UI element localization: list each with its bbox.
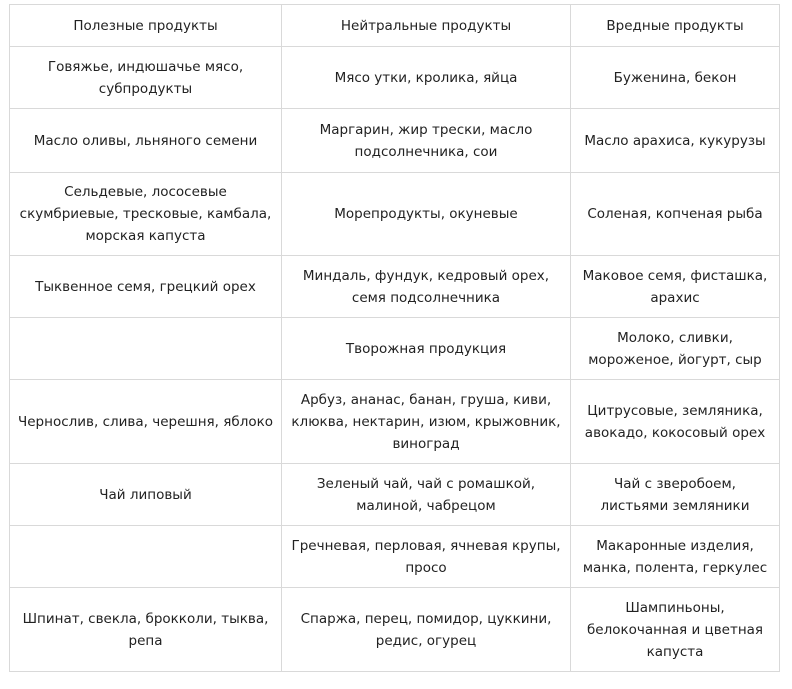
table-row	[10, 526, 780, 588]
table-cell-harmful: Цитрусовые, земляника, авокадо, кокосовый орех	[571, 380, 780, 464]
table-cell-harmful: Макаронные изделия, манка, полента, геркулес	[571, 526, 780, 588]
table-cell-harmful: Буженина, бекон	[571, 47, 780, 109]
table-cell-neutral: Маргарин, жир трески, масло подсолнечника, сои	[282, 109, 571, 173]
table-cell-neutral: Гречневая, перловая, ячневая крупы, просо	[282, 526, 571, 588]
food-table-container	[9, 4, 779, 672]
table-cell-neutral: Морепродукты, окуневые	[282, 173, 571, 256]
table-row	[10, 256, 780, 318]
table-row	[10, 109, 780, 173]
table-cell-healthy: Чернослив, слива, черешня, яблоко	[10, 380, 282, 464]
table-row	[10, 47, 780, 109]
table-cell-neutral: Творожная продукция	[282, 318, 571, 380]
table-cell-harmful: Молоко, сливки, мороженое, йогурт, сыр	[571, 318, 780, 380]
table-cell-harmful: Шампиньоны, белокочанная и цветная капуста	[571, 588, 780, 672]
table-row	[10, 464, 780, 526]
table-cell-healthy	[10, 318, 282, 380]
table-row	[10, 173, 780, 256]
table-cell-neutral: Миндаль, фундук, кедровый орех, семя подсолнечника	[282, 256, 571, 318]
table-row	[10, 380, 780, 464]
table-cell-harmful: Чай с зверобоем, листьями земляники	[571, 464, 780, 526]
table-cell-neutral: Мясо утки, кролика, яйца	[282, 47, 571, 109]
table-cell-harmful: Маковое семя, фисташка, арахис	[571, 256, 780, 318]
table-row	[10, 318, 780, 380]
table-cell-healthy: Масло оливы, льняного семени	[10, 109, 282, 173]
table-cell-healthy: Чай липовый	[10, 464, 282, 526]
food-comparison-table	[9, 4, 780, 672]
table-cell-neutral: Арбуз, ананас, банан, груша, киви, клюква, нектарин, изюм, крыжовник, виноград	[282, 380, 571, 464]
table-cell-healthy: Сельдевые, лососевые скумбриевые, тресковые, камбала, морская капуста	[10, 173, 282, 256]
table-cell-healthy	[10, 526, 282, 588]
header-neutral: Нейтральные продукты	[282, 5, 571, 47]
table-cell-harmful: Масло арахиса, кукурузы	[571, 109, 780, 173]
table-cell-neutral: Спаржа, перец, помидор, цуккини, редис, огурец	[282, 588, 571, 672]
table-cell-healthy: Шпинат, свекла, брокколи, тыква, репа	[10, 588, 282, 672]
table-header-row	[10, 5, 780, 47]
table-cell-healthy: Тыквенное семя, грецкий орех	[10, 256, 282, 318]
header-healthy: Полезные продукты	[10, 5, 282, 47]
table-cell-harmful: Соленая, копченая рыба	[571, 173, 780, 256]
header-harmful: Вредные продукты	[571, 5, 780, 47]
table-cell-neutral: Зеленый чай, чай с ромашкой, малиной, чабрецом	[282, 464, 571, 526]
table-cell-healthy: Говяжье, индюшачье мясо, субпродукты	[10, 47, 282, 109]
table-row	[10, 588, 780, 672]
